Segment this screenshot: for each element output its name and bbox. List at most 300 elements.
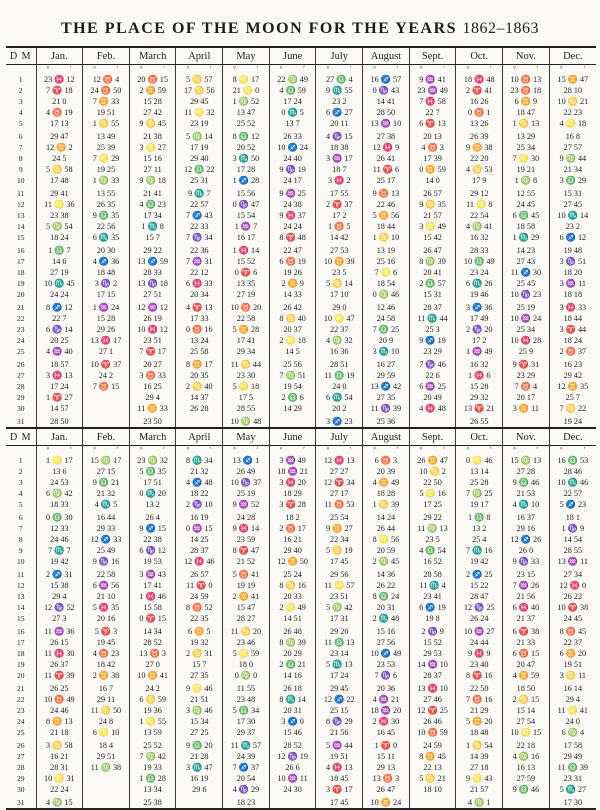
moon-position-cell: 13 55	[83, 186, 130, 199]
table-row	[6, 773, 596, 784]
units-cell	[36, 446, 83, 456]
year1862-units-row	[6, 65, 596, 75]
table-row	[6, 602, 596, 613]
moon-position-cell: 3 ♈ 44	[549, 324, 596, 335]
moon-position-cell: 6 ♎ 45	[503, 210, 550, 221]
moon-position-cell: 26 48	[269, 624, 316, 637]
moon-position-cell: 22 37	[316, 324, 363, 335]
moon-position-cell: 26 6	[269, 762, 316, 773]
moon-position-cell: 19 33	[129, 762, 176, 773]
table-row	[6, 613, 596, 624]
moon-position-cell: 9 ♈ 31	[503, 357, 550, 370]
moon-position-cell: 9 ♒ 25	[269, 186, 316, 199]
moon-position-cell: 11 ♎ 39	[549, 762, 596, 773]
moon-position-cell: 13 34	[129, 784, 176, 795]
moon-position-cell: 16 ♎ 53	[549, 455, 596, 466]
day-number: 17	[17, 257, 25, 266]
moon-position-cell: 18 29	[269, 488, 316, 499]
moon-position-cell: 12 ♓ 13	[316, 455, 363, 466]
moon-position-cell: 8 ♌ 56	[363, 534, 410, 545]
moon-position-cell: 26 15	[36, 637, 83, 648]
table-row	[6, 403, 596, 414]
moon-position-cell: 3 ♒ 17	[316, 153, 363, 164]
moon-position-cell: 15 56	[223, 186, 270, 199]
moon-position-cell: 29 6	[176, 784, 223, 795]
moon-position-cell: 22 6	[409, 370, 456, 381]
table-row	[6, 681, 596, 694]
moon-position-cell: 23 29	[503, 370, 550, 381]
moon-position-cell: 4 ♎ 23	[129, 199, 176, 210]
moon-position-cell: 7 ♌ 29	[83, 153, 130, 164]
moon-position-cell: 1 ♋ 54	[456, 738, 503, 751]
table-row	[6, 199, 596, 210]
moon-position-cell: 7 ♒ 31	[176, 256, 223, 267]
moon-position-cell: 1 ♎ 28	[129, 773, 176, 784]
moon-position-cell: 4 ♒ 40	[36, 346, 83, 357]
moon-position-cell: 16 37	[503, 510, 550, 523]
day-number: 15	[17, 233, 25, 242]
table-row	[6, 142, 596, 153]
moon-position-cell: 29 49	[549, 751, 596, 762]
moon-position-cell	[83, 403, 130, 414]
table-row	[6, 335, 596, 346]
moon-position-cell: 11 ♑ 39	[363, 403, 410, 414]
moon-position-cell: 29 40	[176, 153, 223, 164]
units-cell	[549, 446, 596, 456]
day-number: 6	[18, 132, 23, 141]
moon-position-cell: 4 ♍ 32	[316, 335, 363, 346]
table-row	[6, 357, 596, 370]
moon-position-cell: 16 52	[409, 556, 456, 567]
moon-position-cell: 17 34	[129, 210, 176, 221]
moon-position-cell: 4 ♍ 15	[36, 795, 83, 809]
moon-position-cell: 22 47	[269, 243, 316, 256]
moon-position-cell: 19 51	[316, 751, 363, 762]
moon-position-cell: 23 2	[316, 96, 363, 107]
moon-position-cell: 26 19	[129, 313, 176, 324]
moon-position-cell: 29 13	[363, 762, 410, 773]
moon-position-cell: 13 ♐ 1	[223, 455, 270, 466]
moon-position-cell: 5 ♈ 3	[83, 624, 130, 637]
moon-position-cell: 27 19	[36, 267, 83, 278]
moon-position-cell: 4 ♌ 18	[549, 118, 596, 129]
moon-position-cell	[503, 414, 550, 428]
moon-position-cell: 9 ♎ 35	[83, 210, 130, 221]
moon-position-cell: 8 ♈ 16	[456, 670, 503, 681]
moon-position-cell: 14 36	[363, 567, 410, 580]
table-row	[6, 164, 596, 175]
table-row	[6, 129, 596, 142]
moon-position-cell: 16 44	[83, 510, 130, 523]
moon-position-cell: 7 ♋ 22	[549, 403, 596, 414]
moon-position-cell: 25 15	[316, 705, 363, 716]
moon-position-cell: 21 52	[223, 556, 270, 567]
table-row	[6, 210, 596, 221]
day-number: 24	[17, 336, 25, 345]
moon-position-cell: 19 51	[83, 107, 130, 118]
degree-unit: °	[139, 65, 143, 73]
moon-position-cell: 26 39	[456, 129, 503, 142]
moon-position-cell: 10 ♈ 37	[83, 357, 130, 370]
moon-position-cell: 4 ♑ 29	[223, 784, 270, 795]
moon-position-cell: 18 24	[36, 232, 83, 243]
table-row	[6, 232, 596, 243]
moon-position-cell: 22 34	[316, 534, 363, 545]
moon-position-cell: 13 ♐ 42	[363, 381, 410, 392]
moon-position-cell: 3 ♈ 17	[316, 784, 363, 795]
moon-position-cell: 23 50	[129, 414, 176, 428]
moon-position-cell: 12 ♊ 35	[549, 381, 596, 392]
moon-position-cell: 25 38	[129, 795, 176, 809]
moon-position-cell: 27 45	[549, 199, 596, 210]
moon-position-cell: 15 46	[269, 727, 316, 738]
moon-position-cell: 18 45	[316, 773, 363, 784]
moon-position-cell: 23 5	[409, 534, 456, 545]
day-number: 30	[17, 404, 25, 413]
degree-unit: °	[93, 65, 96, 73]
table-row	[6, 221, 596, 232]
moon-position-cell: 23 51	[129, 335, 176, 346]
moon-position-cell: 13 35	[223, 278, 270, 289]
moon-position-cell: 8 ♋ 16	[269, 580, 316, 591]
moon-position-cell: 14 0	[409, 175, 456, 186]
moon-position-cell: 19 45	[83, 637, 130, 648]
table-row	[6, 118, 596, 129]
minute-unit: ′	[256, 65, 259, 73]
moon-position-cell: 23 41	[409, 591, 456, 602]
moon-position-cell: 17 24	[36, 381, 83, 392]
moon-position-cell: 1 ♌ 55	[129, 716, 176, 727]
moon-position-cell: 15 7	[176, 659, 223, 670]
moon-position-cell: 19 51	[549, 659, 596, 670]
moon-position-cell: 9 ♒ 52	[223, 499, 270, 510]
moon-position-cell: 28 37	[409, 300, 456, 313]
day-number: 23	[17, 706, 25, 715]
moon-position-cell: 17 30	[223, 716, 270, 727]
table-row	[6, 381, 596, 392]
moon-position-cell: 4 ♐ 48	[176, 477, 223, 488]
moon-position-cell: 22 56	[83, 221, 130, 232]
moon-position-cell: 26 57	[176, 567, 223, 580]
day-number: 31	[6, 795, 36, 809]
moon-position-cell: 26 25	[36, 681, 83, 694]
moon-position-cell: 13 ♑ 18	[129, 278, 176, 289]
moon-position-cell: 27 56	[363, 637, 410, 648]
moon-position-cell: 18 20	[549, 267, 596, 278]
moon-position-cell: 20 41	[409, 267, 456, 278]
moon-position-cell: 20 31	[269, 705, 316, 716]
moon-position-cell: 16 17	[223, 232, 270, 243]
units-cell	[503, 65, 550, 75]
day-number: 5	[18, 119, 23, 128]
table-row	[6, 186, 596, 199]
moon-position-cell: 21 33	[503, 637, 550, 648]
moon-position-cell: 20 9	[363, 335, 410, 346]
moon-position-cell: 27 18	[456, 762, 503, 773]
moon-position-cell: 27 17	[316, 488, 363, 499]
moon-position-cell: 29 37	[223, 727, 270, 738]
moon-position-cell: 1 ♒ 7	[223, 221, 270, 232]
moon-position-cell: 15 7	[129, 232, 176, 243]
moon-position-cell: 21 37	[503, 613, 550, 624]
day-number: 3	[18, 97, 23, 106]
moon-position-cell: 15 38	[36, 580, 83, 591]
moon-position-cell: 10 ♏ 45	[36, 278, 83, 289]
moon-position-cell: 17 45	[316, 556, 363, 567]
day-number: 17	[17, 638, 25, 647]
moon-position-cell: 29 41	[36, 186, 83, 199]
moon-position-cell: 10 ♈ 38	[549, 602, 596, 613]
moon-position-cell: 17 25	[409, 499, 456, 510]
table-row	[6, 267, 596, 278]
table-row	[6, 175, 596, 186]
moon-position-cell: 9 ♐ 15	[129, 523, 176, 534]
units-cell	[316, 446, 363, 456]
moon-position-cell: 25 16	[363, 256, 410, 267]
moon-position-cell: 19 42	[456, 556, 503, 567]
moon-position-cell: 24 2	[83, 370, 130, 381]
moon-position-cell: 5 ♋ 58	[36, 164, 83, 175]
moon-position-cell: 10 ♌ 47	[316, 313, 363, 324]
moon-position-cell: 9 ♋ 35	[409, 199, 456, 210]
moon-position-cell: 1 ♋ 10	[363, 232, 410, 243]
month-header: Nov.	[503, 428, 550, 446]
page-title	[0, 20, 600, 38]
moon-position-cell: 1 ♈ 27	[36, 392, 83, 403]
table-row	[6, 637, 596, 648]
moon-position-cell	[83, 414, 130, 428]
moon-position-cell: 3 ♒ 49	[269, 455, 316, 466]
moon-position-cell	[83, 784, 130, 795]
moon-position-cell: 12 ♉ 4	[83, 74, 130, 85]
moon-position-cell: 25 54	[316, 510, 363, 523]
degree-unit: °	[513, 65, 516, 73]
moon-position-cell: 21 0	[36, 96, 83, 107]
moon-position-cell: 29 20	[316, 624, 363, 637]
moon-position-cell: 27 35	[176, 670, 223, 681]
moon-position-cell: 14 42	[316, 232, 363, 243]
moon-position-cell: 23 31	[549, 773, 596, 784]
degree-unit: °	[139, 446, 143, 454]
moon-position-cell: 1 ♋ 55	[83, 118, 130, 129]
day-number: 6	[18, 513, 23, 522]
moon-position-cell: 26 ♊ 47	[409, 455, 456, 466]
moon-position-cell: 27 53	[316, 243, 363, 256]
moon-position-cell: 7 ♐ 43	[176, 210, 223, 221]
moon-position-cell: 21 32	[176, 466, 223, 477]
table-row	[6, 74, 596, 85]
day-number: 27	[17, 752, 25, 761]
moon-position-cell: 4 ♑ 15	[316, 129, 363, 142]
day-number: 23	[17, 325, 25, 334]
moon-position-cell: 11 ♏ 4	[409, 580, 456, 591]
moon-position-cell: 20 31	[363, 602, 410, 613]
moon-position-cell: 22 58	[223, 313, 270, 324]
moon-position-cell: 29 0	[316, 300, 363, 313]
table-row	[6, 751, 596, 762]
year1862-header-row	[6, 47, 596, 65]
moon-position-cell: 27 15	[83, 466, 130, 477]
day-number: 8	[18, 154, 23, 163]
moon-position-cell: 18 10	[409, 784, 456, 795]
dm-header: D M	[6, 47, 36, 65]
moon-position-cell: 18 28	[363, 488, 410, 499]
year1863-header-row	[6, 428, 596, 446]
moon-position-cell: 5 ♌ 59	[223, 648, 270, 659]
moon-position-cell: 23 ♓ 12	[36, 74, 83, 85]
moon-position-cell: 0 ♍ 0	[223, 670, 270, 681]
moon-position-cell: 16 19	[176, 510, 223, 523]
moon-position-cell: 15 ♍ 13	[503, 455, 550, 466]
moon-position-cell: 4 ♎ 54	[409, 545, 456, 556]
table-row	[6, 534, 596, 545]
moon-position-cell: 6 ♓ 33	[176, 278, 223, 289]
moon-position-cell: 8 ♋ 40	[269, 313, 316, 324]
moon-position-cell: 18 48	[83, 267, 130, 278]
moon-position-cell: 28 55	[223, 403, 270, 414]
moon-position-cell: 15 47	[223, 602, 270, 613]
moon-position-cell: 25 36	[363, 414, 410, 428]
minute-unit: ′	[163, 65, 165, 73]
moon-position-cell: 1 ♑ 9	[549, 523, 596, 534]
moon-position-cell: 10 ♐ 49	[363, 648, 410, 659]
day-number: 2	[18, 467, 23, 476]
moon-position-cell: 4 ♐ 36	[83, 256, 130, 267]
day-number: 30	[17, 785, 25, 794]
moon-position-cell: 21 51	[176, 694, 223, 705]
moon-position-cell: 28 33	[456, 243, 503, 256]
moon-position-cell: 17 39	[409, 153, 456, 164]
moon-position-cell: 12 46	[363, 300, 410, 313]
day-number: 9	[18, 546, 23, 555]
moon-position-cell: 3 ♓ 13	[36, 370, 83, 381]
moon-position-cell: 6 ♒ 25	[409, 381, 456, 392]
moon-position-cell: 14 41	[363, 96, 410, 107]
moon-position-cell: 4 ♉ 3	[409, 142, 456, 153]
moon-position-cell: 15 58	[129, 602, 176, 613]
month-header: Dec.	[549, 428, 596, 446]
moon-position-cell: 6 ♋ 59	[129, 694, 176, 705]
moon-position-cell: 8 ♏ 14	[269, 694, 316, 705]
moon-position-cell: 2 ♑ 20	[456, 324, 503, 335]
moon-position-cell: 9 ♐ 19	[409, 335, 456, 346]
degree-unit: °	[233, 446, 236, 454]
moon-position-cell: 2 ♎ 21	[269, 659, 316, 670]
units-cell	[269, 446, 316, 456]
moon-position-cell: 17 19	[176, 142, 223, 153]
degree-unit: °	[326, 65, 330, 73]
moon-position-cell: 28 50	[36, 414, 83, 428]
moon-position-cell: 25 39	[83, 142, 130, 153]
moon-position-cell: 26 57	[409, 186, 456, 199]
units-cell	[83, 446, 130, 456]
moon-position-cell: 22 20	[456, 153, 503, 164]
moon-position-cell: 16 36	[316, 346, 363, 357]
moon-position-cell: 10 ♉ 20	[223, 300, 270, 313]
moon-position-cell: 4 ♋ 53	[456, 164, 503, 175]
moon-position-cell: 19 26	[269, 267, 316, 278]
moon-position-cell: 4 ♉ 23	[83, 648, 130, 659]
degree-unit: °	[559, 446, 563, 454]
moon-position-cell: 28 50	[363, 107, 410, 118]
moon-position-cell: 11 ♎ 19	[316, 370, 363, 381]
moon-position-cell: 11 ♏ 57	[223, 738, 270, 751]
moon-position-cell: 10 ♒ 24	[503, 313, 550, 324]
moon-position-cell: 3 ♏ 47	[176, 762, 223, 773]
moon-position-cell	[503, 795, 550, 809]
moon-position-cell: 21 57	[456, 784, 503, 795]
moon-position-cell: 9 ♓ 9	[456, 648, 503, 659]
moon-position-cell: 20 49	[409, 392, 456, 403]
moon-position-cell: 11 ♒ 36	[36, 624, 83, 637]
moon-position-cell: 15 42	[409, 232, 456, 243]
moon-position-cell: 24 46	[36, 534, 83, 545]
degree-unit: °	[233, 65, 236, 73]
moon-position-cell: 10 ♑ 23	[503, 289, 550, 300]
moon-position-cell: 10 ♊ 24	[363, 795, 410, 809]
moon-position-cell: 18 4	[83, 738, 130, 751]
minute-unit: ′	[583, 65, 586, 73]
minute-unit: ′	[443, 65, 445, 73]
moon-position-cell: 24 45	[503, 199, 550, 210]
moon-position-cell: 13 47	[223, 107, 270, 118]
moon-position-cell: 13 24	[176, 335, 223, 346]
moon-position-cell: 8 ♈ 47	[223, 545, 270, 556]
moon-position-cell: 20 11	[316, 118, 363, 129]
moon-position-cell: 1 ♏ 29	[503, 232, 550, 243]
moon-position-cell: 25 4	[456, 534, 503, 545]
moon-position-cell: 15 31	[409, 289, 456, 300]
moon-position-cell: 23 2	[549, 221, 596, 232]
moon-position-cell: 10 ♐ 24	[269, 142, 316, 153]
moon-position-cell: 7 ♐ 37	[223, 762, 270, 773]
moon-position-cell: 12 ♓ 46	[176, 556, 223, 567]
moon-position-cell: 1 ♍ 8	[503, 175, 550, 186]
moon-position-cell: 0 ♈ 15	[129, 613, 176, 624]
minute-unit: ′	[69, 65, 72, 73]
moon-position-cell: 14 6	[36, 256, 83, 267]
moon-position-cell: 17 49	[456, 313, 503, 324]
moon-position-cell: 16 21	[36, 751, 83, 762]
minute-unit: ′	[396, 65, 399, 73]
moon-position-cell: 17 41	[223, 335, 270, 346]
table-row	[6, 477, 596, 488]
moon-position-cell: 6 ♐ 27	[316, 107, 363, 118]
table-row	[6, 727, 596, 738]
moon-position-cell: 10 ♊ 39	[316, 256, 363, 267]
units-blank	[6, 446, 36, 456]
moon-position-cell: 10 ♋ 2	[409, 466, 456, 477]
moon-position-cell: 19 36	[129, 705, 176, 716]
moon-position-cell: 9 ♒ 41	[409, 74, 456, 85]
moon-position-cell: 10 ♑ 37	[223, 477, 270, 488]
moon-position-cell: 16 27	[363, 357, 410, 370]
moon-position-cell: 27 1	[83, 346, 130, 357]
moon-position-cell: 20 ♉ 15	[129, 74, 176, 85]
month-header: June	[269, 428, 316, 446]
moon-position-cell: 24 59	[409, 738, 456, 751]
moon-position-cell: 10 ♍ 48	[223, 414, 270, 428]
moon-position-cell: 2 ♊ 59	[129, 85, 176, 96]
moon-position-cell: 5 ♋ 57	[176, 74, 223, 85]
moon-position-cell: 29 40	[269, 545, 316, 556]
moon-position-cell: 1 ♌ 17	[36, 455, 83, 466]
moon-position-cell: 7 ♍ 42	[129, 751, 176, 762]
moon-position-cell: 12 ♐ 22	[316, 694, 363, 705]
moon-position-cell: 20 16	[83, 613, 130, 624]
moon-position-cell: 2 ♌ 18	[269, 335, 316, 346]
moon-position-cell: 2 ♐ 25	[456, 567, 503, 580]
